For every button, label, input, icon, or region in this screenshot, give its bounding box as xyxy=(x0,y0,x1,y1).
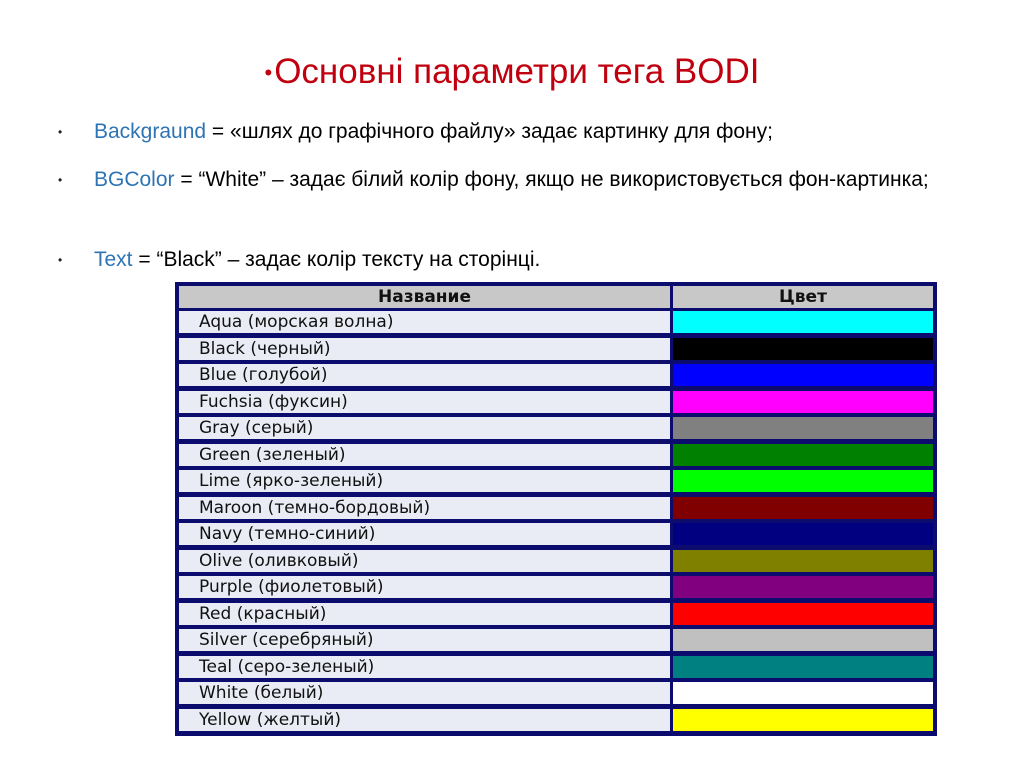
table-row xyxy=(179,417,933,439)
color-swatch xyxy=(673,709,933,731)
bullet-description: = “Black” – задає колір тексту на сторінці. xyxy=(132,248,541,271)
color-swatch xyxy=(673,576,933,598)
color-swatch xyxy=(673,338,933,360)
color-swatch xyxy=(673,629,933,651)
color-swatch xyxy=(673,523,933,545)
table-row xyxy=(179,550,933,572)
color-name-cell: Lime (ярко-зеленый) xyxy=(179,470,670,492)
table-row xyxy=(179,682,933,704)
table-row xyxy=(179,470,933,492)
table-row xyxy=(179,338,933,360)
bullet-item-bgcolor xyxy=(58,166,958,194)
bullet-dot: • xyxy=(58,125,63,139)
bullet-text xyxy=(94,166,958,194)
table-row xyxy=(179,576,933,598)
color-name-cell: Teal (серо-зеленый) xyxy=(179,656,670,678)
bullet-keyword: Text xyxy=(94,248,133,271)
color-table xyxy=(175,282,937,736)
color-name-cell: Yellow (желтый) xyxy=(179,709,670,731)
color-name-cell: Maroon (темно-бордовый) xyxy=(179,497,670,519)
color-name-cell: Purple (фиолетовый) xyxy=(179,576,670,598)
color-swatch xyxy=(673,444,933,466)
color-swatch xyxy=(673,656,933,678)
color-name-cell: Aqua (морская волна) xyxy=(179,311,670,333)
color-swatch xyxy=(673,311,933,333)
bullet-description: = “White” – задає білий колір фону, якщо не використовується фон-картинка; xyxy=(174,168,929,191)
bullet-text xyxy=(94,118,958,146)
bullet-text xyxy=(94,246,958,274)
bullet-keyword: BGColor xyxy=(94,168,175,191)
color-swatch xyxy=(673,364,933,386)
color-swatch xyxy=(673,603,933,625)
header-color: Цвет xyxy=(673,286,933,308)
table-row xyxy=(179,523,933,545)
table-header-row xyxy=(179,286,933,308)
color-swatch xyxy=(673,497,933,519)
header-name: Название xyxy=(179,286,670,308)
bullet-dot: • xyxy=(58,253,63,267)
table-row xyxy=(179,656,933,678)
bullet-item-background xyxy=(58,118,958,146)
color-name-cell: Black (черный) xyxy=(179,338,670,360)
color-name-cell: Navy (темно-синий) xyxy=(179,523,670,545)
color-name-cell: Gray (серый) xyxy=(179,417,670,439)
bullet-dot: • xyxy=(58,173,63,187)
table-row xyxy=(179,444,933,466)
bullet-keyword: Backgraund xyxy=(94,120,207,143)
color-name-cell: White (белый) xyxy=(179,682,670,704)
color-swatch xyxy=(673,417,933,439)
color-swatch xyxy=(673,550,933,572)
color-name-cell: Red (красный) xyxy=(179,603,670,625)
slide-title xyxy=(0,52,1024,92)
bullet-description: = «шлях до графічного файлу» задає картинку для фону; xyxy=(206,120,773,143)
color-name-cell: Silver (серебряный) xyxy=(179,629,670,651)
color-name-cell: Green (зеленый) xyxy=(179,444,670,466)
title-text: Основні параметри тега BODI xyxy=(274,52,760,91)
color-name-cell: Blue (голубой) xyxy=(179,364,670,386)
table-row xyxy=(179,364,933,386)
color-name-cell: Fuchsia (фуксин) xyxy=(179,391,670,413)
title-bullet: • xyxy=(264,60,273,85)
table-row xyxy=(179,497,933,519)
table-row xyxy=(179,391,933,413)
color-swatch xyxy=(673,470,933,492)
color-swatch xyxy=(673,391,933,413)
color-swatch xyxy=(673,682,933,704)
table-row xyxy=(179,709,933,731)
color-name-cell: Olive (оливковый) xyxy=(179,550,670,572)
table-row xyxy=(179,603,933,625)
bullet-item-text xyxy=(58,246,958,274)
table-row xyxy=(179,629,933,651)
table-row xyxy=(179,311,933,333)
